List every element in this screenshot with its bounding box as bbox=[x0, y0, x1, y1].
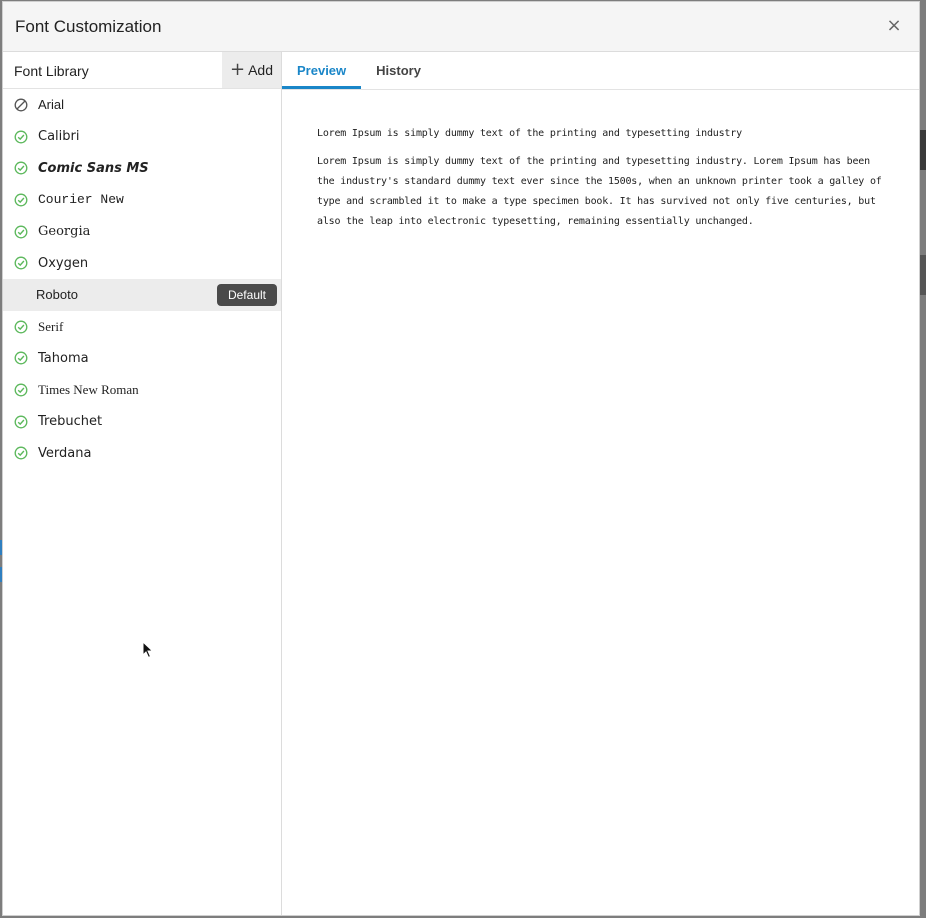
tab-bar bbox=[282, 52, 919, 90]
dialog-header bbox=[3, 2, 919, 52]
check-circle-icon bbox=[14, 320, 28, 334]
font-item-trebuchet[interactable] bbox=[3, 406, 281, 438]
font-item-serif[interactable] bbox=[3, 311, 281, 343]
font-item-arial[interactable] bbox=[3, 89, 281, 121]
check-circle-icon bbox=[14, 415, 28, 429]
check-circle-icon bbox=[14, 351, 28, 365]
font-item-tahoma[interactable] bbox=[3, 343, 281, 375]
font-item-label: Georgia bbox=[38, 224, 91, 240]
close-icon: × bbox=[886, 14, 902, 36]
font-item-verdana[interactable] bbox=[3, 438, 281, 470]
preview-heading: Lorem Ipsum is simply dummy text of the printing and typesetting industry bbox=[317, 128, 742, 139]
add-font-button[interactable] bbox=[222, 52, 281, 88]
ban-icon bbox=[14, 98, 28, 112]
check-circle-icon bbox=[14, 161, 28, 175]
font-item-times-new-roman[interactable] bbox=[3, 374, 281, 406]
font-library-header bbox=[3, 52, 281, 89]
font-item-label: Tahoma bbox=[38, 350, 89, 366]
font-list bbox=[3, 89, 281, 469]
tab-preview[interactable]: Preview bbox=[282, 52, 361, 89]
font-library-title: Font Library bbox=[14, 63, 89, 79]
default-badge: Default bbox=[217, 284, 277, 306]
font-item-label: Comic Sans MS bbox=[38, 160, 149, 176]
font-item-label: Roboto bbox=[36, 287, 78, 303]
font-item-comic-sans-ms[interactable] bbox=[3, 152, 281, 184]
font-item-label: Oxygen bbox=[38, 255, 89, 271]
font-item-label: Courier New bbox=[38, 192, 124, 208]
font-item-courier-new[interactable] bbox=[3, 184, 281, 216]
font-preview-area bbox=[317, 128, 882, 232]
close-button[interactable] bbox=[883, 14, 905, 36]
check-circle-icon bbox=[14, 130, 28, 144]
check-circle-icon bbox=[14, 225, 28, 239]
plus-icon: + bbox=[229, 59, 246, 80]
mouse-cursor-icon bbox=[142, 641, 154, 659]
check-circle-icon bbox=[14, 256, 28, 270]
preview-panel bbox=[282, 52, 919, 916]
add-font-label: Add bbox=[248, 62, 273, 78]
font-item-label: Arial bbox=[38, 97, 65, 113]
font-customization-dialog bbox=[2, 1, 920, 916]
font-item-oxygen[interactable] bbox=[3, 247, 281, 279]
font-item-label: Serif bbox=[38, 318, 64, 334]
preview-paragraph: Lorem Ipsum is simply dummy text of the printing and typesetting industry. Lorem Ipsum has been the industry's standard dummy text ever since the 1500s, when an unknown printer took a galley of type and scrambled it to make a type specimen book. It has survived not only five centuries, but also the leap into electronic typesetting, remaining essentially unchanged. bbox=[317, 156, 882, 227]
check-circle-icon bbox=[14, 193, 28, 207]
font-library-panel bbox=[3, 52, 282, 916]
font-item-label: Times New Roman bbox=[38, 382, 139, 398]
tab-history[interactable]: History bbox=[376, 63, 421, 78]
check-circle-icon bbox=[14, 383, 28, 397]
font-item-label: Trebuchet bbox=[38, 414, 103, 430]
font-item-label: Calibri bbox=[38, 129, 80, 145]
font-item-calibri[interactable] bbox=[3, 121, 281, 153]
font-item-roboto[interactable] bbox=[3, 279, 281, 311]
dialog-title: Font Customization bbox=[15, 17, 162, 36]
check-circle-icon bbox=[14, 446, 28, 460]
font-item-georgia[interactable] bbox=[3, 216, 281, 248]
font-item-label: Verdana bbox=[38, 445, 92, 461]
